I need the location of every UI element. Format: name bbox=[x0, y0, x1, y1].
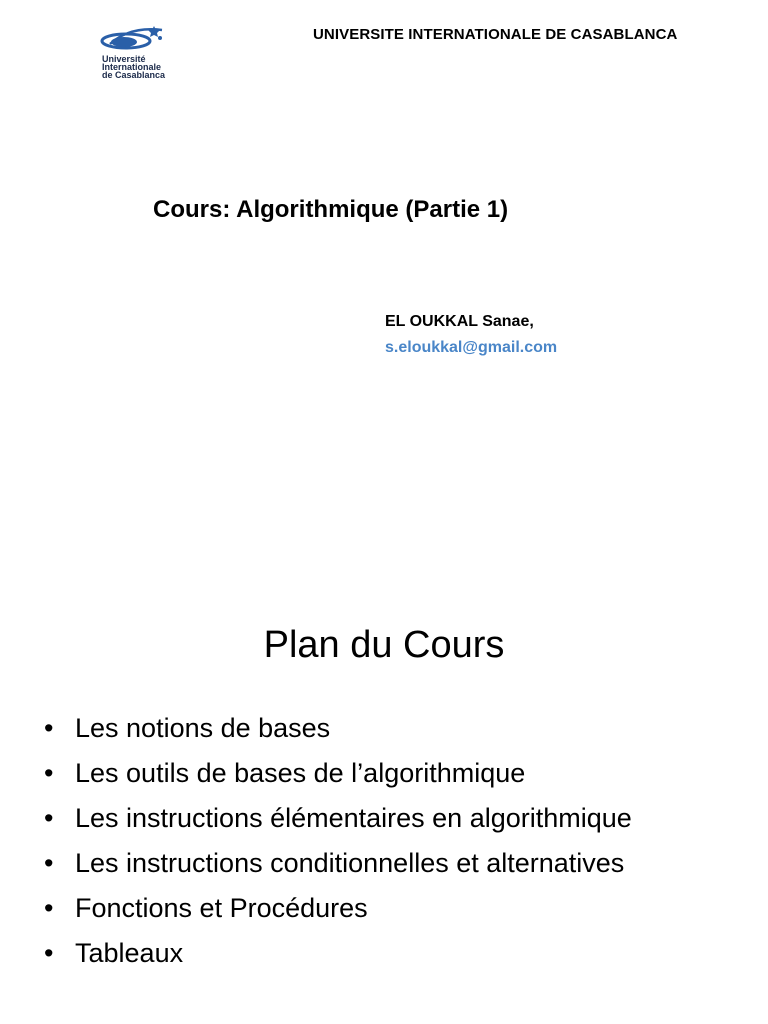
course-title: Cours: Algorithmique (Partie 1) bbox=[153, 196, 509, 223]
bullet-icon: • bbox=[44, 713, 54, 743]
plan-item-conditionnelles: • Les instructions conditionnelles et alternatives bbox=[44, 845, 744, 881]
plan-item-instructions-elementaires: • Les instructions élémentaires en algorithmique bbox=[44, 800, 744, 836]
bullet-icon: • bbox=[44, 893, 54, 923]
plan-item-fonctions: • Fonctions et Procédures bbox=[44, 890, 744, 926]
author-name: EL OUKKAL Sanae, bbox=[385, 313, 534, 330]
plan-list bbox=[44, 710, 744, 980]
globe-swoosh-icon bbox=[100, 24, 170, 54]
bullet-icon: • bbox=[44, 848, 54, 878]
author-email-link[interactable]: s.eloukkal@gmail.com bbox=[385, 339, 558, 356]
university-name: UNIVERSITE INTERNATIONALE DE CASABLANCA bbox=[313, 26, 678, 43]
plan-item-tableaux: • Tableaux bbox=[44, 935, 744, 971]
plan-item-notions: • Les notions de bases bbox=[44, 710, 744, 746]
university-logo bbox=[100, 24, 200, 86]
bullet-icon: • bbox=[44, 758, 54, 788]
logo-wordmark: Université Internationale de Casablanca bbox=[102, 54, 166, 80]
plan-slide bbox=[0, 600, 768, 1024]
bullet-icon: • bbox=[44, 803, 54, 833]
plan-item-outils: • Les outils de bases de l’algorithmique bbox=[44, 755, 744, 791]
plan-title: Plan du Cours bbox=[263, 624, 505, 666]
bullet-icon: • bbox=[44, 938, 54, 968]
